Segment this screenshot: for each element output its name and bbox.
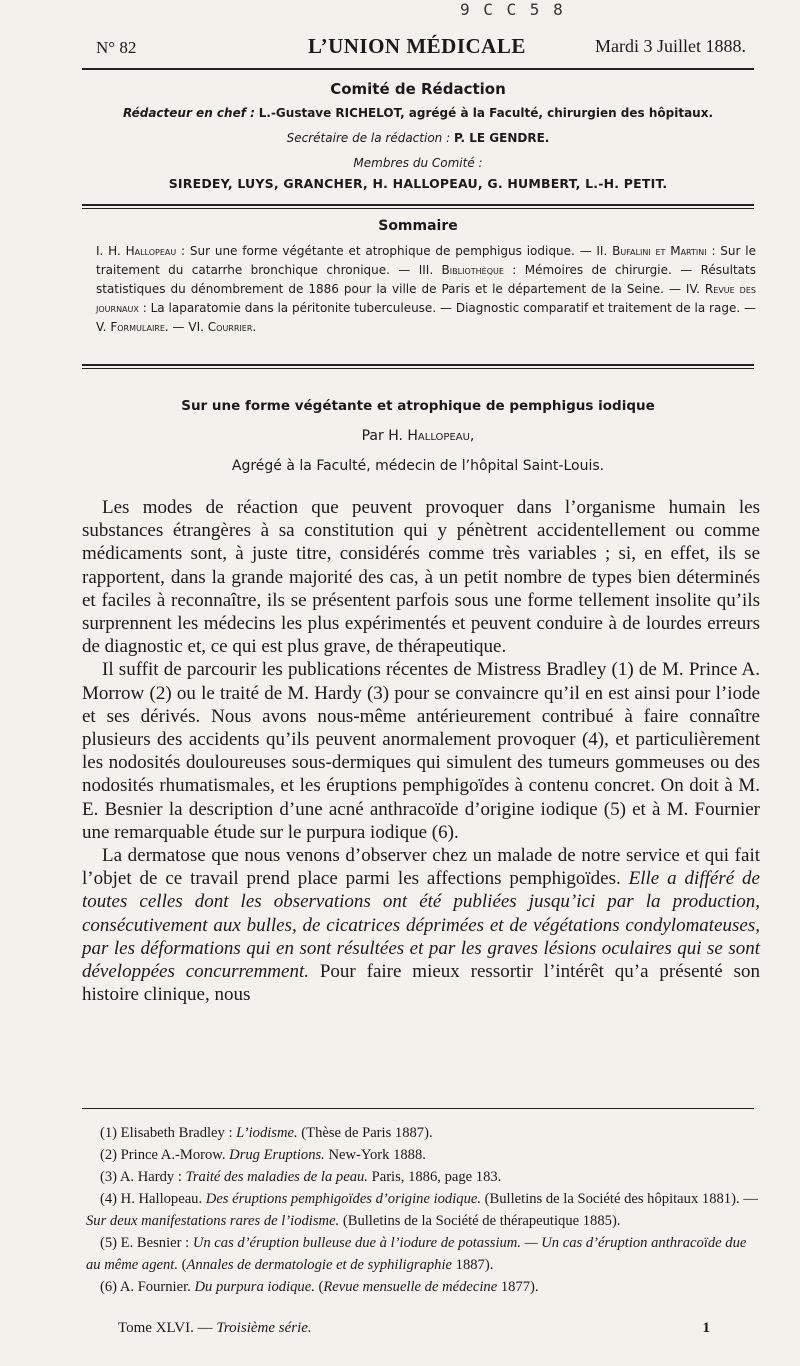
author-affiliation: Agrégé à la Faculté, médecin de l’hôpital Saint-Louis. [231,458,605,474]
sommaire-section: Courrier. [207,320,257,334]
comite-rule-1 [82,204,754,206]
paragraph-3 [82,844,760,1006]
sommaire-sep: — [168,320,189,334]
footnote-text: (Bulletins de la Société de thérapeutique 1885). [339,1213,621,1229]
footnote-title: Du purpura iodique. [194,1279,315,1295]
footnote-text: Paris, 1886, page 183. [367,1169,502,1185]
membres-list: SIREDEY, LUYS, GRANCHER, H. HALLOPEAU, G. HUMBERT, L.-H. PETIT. [168,176,668,191]
sommaire-rule-2 [82,368,754,369]
footnote-2 [86,1144,762,1166]
running-header [96,34,746,62]
sommaire-entry: : Sur une forme végétante et atrophique de pemphigus iodique. — [176,244,597,258]
footnote-text: (Thèse de Paris 1887). [297,1125,433,1141]
library-stamp: 9 C C 5 8 [460,0,565,19]
footnote-text: (4) H. Hallopeau. [100,1191,206,1207]
sommaire-num: I. [96,244,104,258]
paragraph-2: Il suffit de parcourir les publications récentes de Mistress Bradley (1) de M. Prince A. Morrow (2) ou le traité de M. Hardy (3) pour se convaincre qu’il en est ainsi pour l’iode et ses dérivés. Nous avons nous-même antérieurement contribué à faire connaître plusieurs des accidents qu’ils peuvent anormalement provoquer (4), et particulièrement les nodosités douloureuses sous-dermiques qui simulent des tumeurs gommeuses ou des nodosités rhumatismales, et les éruptions pemphigoïdes à contenu concret. On doit à M. E. Besnier la description d’une acné anthracoïde d’origine iodique (5) et à M. Fournier une remarquable étude sur le purpura iodique (6). [82,659,760,843]
footnote-text: (6) A. Fournier. [100,1279,195,1295]
secretaire-label: Secrétaire de la rédaction : [286,131,451,145]
sommaire-section: Bibliothèque [441,263,504,277]
footnote-title: L’iodisme. [236,1125,298,1141]
footnote-text: (Bulletins de la Société des hôpitaux 1881). — [481,1191,758,1207]
serie-label: Troisième série. [216,1320,312,1336]
footnote-text: (5) E. Besnier : [100,1235,193,1251]
header-rule [82,68,754,70]
redacteur-line [82,106,754,120]
sommaire-rule-1 [82,364,754,366]
page-number: 1 [702,1320,710,1336]
journal-title: L’UNION MÉDICALE [308,34,526,58]
sommaire-title: Sommaire [378,218,458,234]
footnote-4 [86,1188,762,1232]
footnote-title: Revue mensuelle de médecine [323,1279,498,1295]
sommaire-text [96,242,756,337]
sommaire-section: Formulaire. [110,320,169,334]
article-body [82,496,760,1006]
paragraph-3-italic: Elle a différé de toutes celles dont les observations ont été publiées jusqu’ici par la production, consécutivement aux bulles, de cicatrices déprimées et de végétations condylomateuses, par les déformations qui en sont résultées et par les graves lésions oculaires qui se sont développées concurremment. [82,868,760,983]
byline-author: Hallopeau, [407,428,475,444]
footnote-title: Traité des maladies de la peau. [185,1169,368,1185]
footnote-title: Drug Eruptions. [229,1147,325,1163]
comite-title: Comité de Rédaction [330,80,506,98]
footnote-title: Des éruptions pemphigoïdes d’origine iodique. [205,1191,482,1207]
redacteur-name: L.-Gustave RICHELOT, agrégé à la Faculté, chirurgien des hôpitaux. [258,106,714,120]
paragraph-1: Les modes de réaction que peuvent provoquer dans l’organisme humain les substances étrangères à sa constitution qui y pénètrent accidentellement ou comme médicaments sont, à juste titre, considérés comme très variables ; si, en effet, ils se rapportent, dans la grande majorité des cas, à un petit nombre de types bien déterminés et faciles à reconnaître, ils se présentent parfois sous une forme tellement insolite qu’ils surprennent les médecins les plus expérimentés et peuvent conduire à de lourdes erreurs de diagnostic et, ce qui est plus grave, de thérapeutique. [82,497,760,658]
footnote-text: (2) Prince A.-Morow. [100,1147,230,1163]
issue-date: Mardi 3 Juillet 1888. [595,36,746,56]
byline-par: Par H. [361,428,408,444]
footnote-text: 1877). [497,1279,539,1295]
redacteur-label: Rédacteur en chef : [122,106,255,120]
footnote-6 [86,1276,762,1298]
paragraph-3-end: Pour faire mieux ressortir l’intérêt qu’a présenté son histoire clinique, nous [82,961,760,1006]
issue-number: N° 82 [96,38,137,57]
paragraph-3-start: La dermatose que nous venons d’observer chez un malade de notre service et qui fait l’objet de ce travail prend place parmi les affections pemphigoïdes. [82,845,760,890]
article-byline [82,428,754,444]
footnote-3 [86,1166,762,1188]
footnote-5 [86,1232,762,1276]
footnote-text: 1887). [452,1257,494,1273]
sommaire-entry: : Sur le traitement du catarrhe bronchique chronique. — [96,244,756,277]
comite-rule-2 [82,208,754,209]
sommaire-author: Bufalini et Martini [612,244,707,258]
sommaire-entry: : La laparatomie dans la péritonite tuberculeuse. — Diagnostic comparatif et traitement de la rage. — [138,301,756,315]
footnote-title: Sur deux manifestations rares de l’iodisme. [86,1213,340,1229]
sommaire-num: II. [596,244,608,258]
sommaire-author: H. Hallopeau [108,244,177,258]
article-title: Sur une forme végétante et atrophique de pemphigus iodique [181,398,655,414]
sommaire-num: V. [96,320,107,334]
footnote-title: Un cas d’éruption bulleuse due à l’iodure de potassium. — Un cas d’éruption anthracoïde due au même agent. [86,1235,747,1273]
sommaire-num: IV. [685,282,700,296]
secretaire-name: P. LE GENDRE. [453,131,550,145]
footnote-text: ( [178,1257,187,1273]
footnote-rule [82,1108,754,1109]
sommaire-num: III. [418,263,434,277]
footnote-title: Annales de dermatologie et de syphiligraphie [186,1257,452,1273]
sommaire-section: Revue des journaux [96,282,756,315]
footnote-text: ( [314,1279,324,1295]
footnote-text: (1) Elisabeth Bradley : [100,1125,237,1141]
tome-number: Tome XLVI. — [118,1320,217,1336]
footnote-1 [86,1122,762,1144]
membres-label: Membres du Comité : [353,156,483,170]
footnote-text: (3) A. Hardy : [100,1169,186,1185]
tome-label [118,1320,312,1337]
footnote-text: New-York 1888. [324,1147,426,1163]
footnotes [86,1122,762,1298]
sommaire-entry: : Mémoires de chirurgie. — Résultats statistiques du dénombrement de 1886 pour la ville de Paris et le département de la Seine. — [96,263,756,296]
sommaire-num: VI. [188,320,204,334]
secretaire-line [82,131,754,145]
